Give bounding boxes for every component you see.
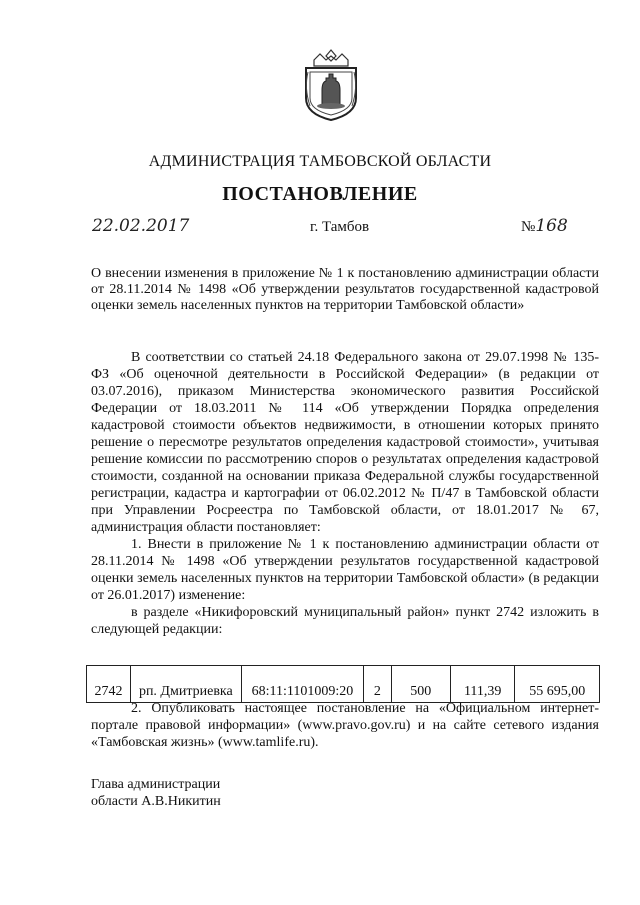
table-cell: 500 bbox=[391, 666, 450, 703]
organization-name: АДМИНИСТРАЦИЯ ТАМБОВСКОЙ ОБЛАСТИ bbox=[148, 153, 492, 170]
signature-title: Глава администрации bbox=[91, 777, 221, 792]
table-cell: 68:11:1101009:20 bbox=[241, 666, 363, 703]
document-body-continued bbox=[91, 700, 599, 751]
item1-paragraph: 1. Внести в приложение № 1 к постановлению администрации области от 28.11.2014 № 1498 «Об утверждении результатов государственной кадастровой оценки земель населенных пунктов на территории Тамбовской области» (в редакции от 26.01.2017) изменение: bbox=[91, 537, 599, 603]
table-row bbox=[87, 666, 600, 703]
document-number-value: 168 bbox=[535, 216, 568, 236]
document-number bbox=[521, 216, 568, 236]
signature-name: области А.В.Никитин bbox=[91, 794, 221, 809]
signature-block bbox=[91, 776, 221, 810]
amendment-table bbox=[86, 665, 600, 703]
number-sign: № bbox=[521, 219, 536, 235]
item1-sub-paragraph: в разделе «Никифоровский муниципальный район» пункт 2742 изложить в следующей редакции: bbox=[91, 605, 599, 637]
table-cell: рп. Дмитриевка bbox=[130, 666, 241, 703]
document-body bbox=[91, 349, 599, 638]
item2-paragraph: 2. Опубликовать настоящее постановление на «Официальном интернет-портале правовой информации» (www.pravo.gov.ru) и на сайте сетевого издания «Тамбовская жизнь» (www.tamlife.ru). bbox=[91, 701, 599, 750]
document-date: 22.02.2017 bbox=[92, 216, 190, 236]
document-city: г. Тамбов bbox=[310, 219, 370, 235]
table-cell: 55 695,00 bbox=[515, 666, 600, 703]
preamble-paragraph: В соответствии со статьей 24.18 Федерального закона от 29.07.1998 № 135-ФЗ «Об оценочной деятельности в Российской Федерации» (в редакции от 03.07.2016), приказом Министерства экономического развития Российской Федерации от 18.03.2011 № 114 «Об утверждении Порядка определения кадастровой стоимости объектов недвижимости, в отношении которых принято решение о пересмотре результатов определения кадастровой стоимости», учитывая решение комиссии по рассмотрению споров о результатах определения кадастровой стоимости, созданной на основании приказа Федеральной службы государственной регистрации, кадастра и картографии от 06.02.2012 № П/47 в Тамбовской области при Управлении Росреестра по Тамбовской области, от 18.01.2017 № 67, администрация области постановляет: bbox=[91, 350, 599, 535]
coat-of-arms-emblem bbox=[300, 48, 362, 122]
document-type: ПОСТАНОВЛЕНИЕ bbox=[222, 183, 418, 205]
table-cell: 111,39 bbox=[450, 666, 515, 703]
table-cell: 2 bbox=[364, 666, 391, 703]
document-subject: О внесении изменения в приложение № 1 к постановлению администрации области от 28.11.2014 № 1498 «Об утверждении результатов государственной кадастровой оценки земель населенных пунктов на территории Тамбовской области» bbox=[91, 266, 599, 313]
table-cell: 2742 bbox=[87, 666, 131, 703]
